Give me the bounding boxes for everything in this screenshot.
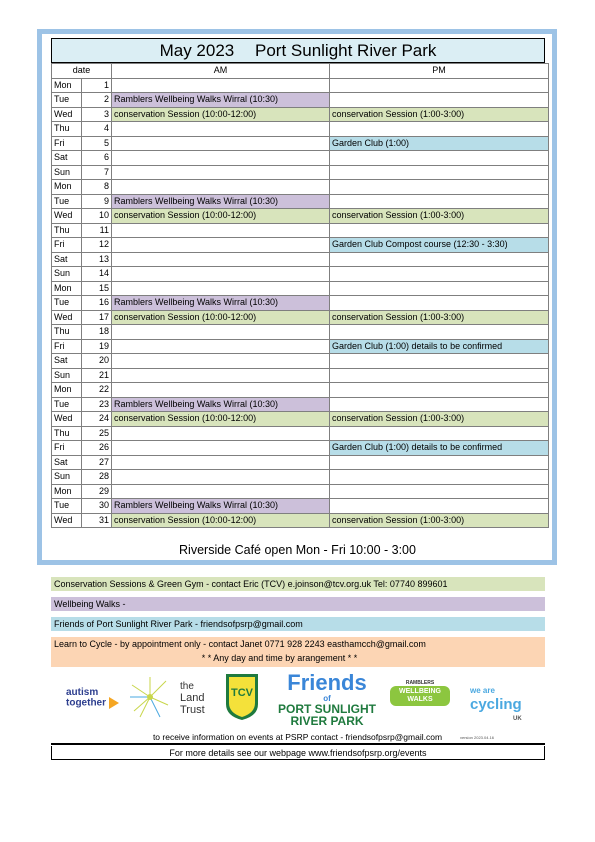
am-cell — [112, 122, 330, 137]
pm-cell: Garden Club (1:00) details to be confirmed — [330, 339, 549, 354]
day-cell: Mon — [52, 180, 82, 195]
pm-cell: conservation Session (1:00-3:00) — [330, 310, 549, 325]
day-cell: Sat — [52, 252, 82, 267]
calendar-row — [52, 426, 549, 441]
am-cell — [112, 354, 330, 369]
date-cell: 3 — [82, 107, 112, 122]
autism-logo-line1: autism — [66, 687, 99, 698]
day-cell: Fri — [52, 441, 82, 456]
ramblers-logo-badge — [390, 686, 450, 706]
date-cell: 14 — [82, 267, 112, 282]
contact-info: to receive information on events at PSRP contact - friendsofpsrp@gmail.com — [152, 732, 443, 742]
date-cell: 1 — [82, 78, 112, 93]
day-cell: Tue — [52, 499, 82, 514]
page-frame-left — [37, 29, 42, 564]
calendar-row — [52, 499, 549, 514]
pm-cell: Garden Club Compost course (12:30 - 3:30) — [330, 238, 549, 253]
title-month: May 2023 — [159, 41, 235, 60]
day-cell: Wed — [52, 412, 82, 427]
legend-cycle-text: Learn to Cycle - by appointment only - contact Janet 0771 928 2243 easthamcch@gmail.com — [54, 639, 426, 649]
calendar-row — [52, 151, 549, 166]
am-cell — [112, 136, 330, 151]
day-cell: Wed — [52, 310, 82, 325]
calendar-row — [52, 281, 549, 296]
date-cell: 29 — [82, 484, 112, 499]
date-cell: 15 — [82, 281, 112, 296]
date-cell: 16 — [82, 296, 112, 311]
date-cell: 11 — [82, 223, 112, 238]
legend-friends: Friends of Port Sunlight River Park - friendsofpsrp@gmail.com — [51, 617, 545, 631]
calendar-row — [52, 107, 549, 122]
am-cell: conservation Session (10:00-12:00) — [112, 310, 330, 325]
legend-cycle-note: * * Any day and time by arangement * * — [201, 653, 358, 663]
am-cell — [112, 383, 330, 398]
pm-cell — [330, 194, 549, 209]
date-cell: 10 — [82, 209, 112, 224]
version-label: version 2023.04.16 — [460, 735, 495, 740]
page-frame-top — [37, 29, 557, 34]
pm-cell — [330, 426, 549, 441]
day-cell: Mon — [52, 484, 82, 499]
landtrust-land: Land — [180, 692, 205, 704]
am-cell — [112, 267, 330, 282]
day-cell: Wed — [52, 107, 82, 122]
cycling-logo-word: cycling — [470, 696, 522, 713]
calendar-title — [51, 38, 545, 63]
date-cell: 17 — [82, 310, 112, 325]
am-cell — [112, 470, 330, 485]
calendar-row — [52, 325, 549, 340]
calendar-row — [52, 339, 549, 354]
pm-cell — [330, 354, 549, 369]
pm-cell — [330, 281, 549, 296]
ramblers-wellbeing-logo — [390, 680, 450, 706]
legend-conservation: Conservation Sessions & Green Gym - contact Eric (TCV) e.joinson@tcv.org.uk Tel: 07740 899601 — [51, 577, 545, 591]
date-cell: 18 — [82, 325, 112, 340]
header-date: date — [52, 64, 112, 79]
ramblers-logo-wellbeing: WELLBEING — [399, 688, 441, 695]
date-cell: 9 — [82, 194, 112, 209]
day-cell: Sun — [52, 267, 82, 282]
pm-cell — [330, 383, 549, 398]
date-cell: 21 — [82, 368, 112, 383]
date-cell: 27 — [82, 455, 112, 470]
pm-cell: conservation Session (1:00-3:00) — [330, 107, 549, 122]
calendar-row — [52, 252, 549, 267]
day-cell: Wed — [52, 513, 82, 528]
header-row — [52, 64, 549, 79]
landtrust-the: the — [180, 681, 194, 692]
date-cell: 23 — [82, 397, 112, 412]
day-cell: Mon — [52, 78, 82, 93]
autism-logo-line2: together — [66, 697, 106, 709]
day-cell: Tue — [52, 194, 82, 209]
pm-cell — [330, 296, 549, 311]
calendar-row — [52, 354, 549, 369]
calendar-row — [52, 136, 549, 151]
pm-cell — [330, 180, 549, 195]
cafe-hours: Riverside Café open Mon - Fri 10:00 - 3:00 — [179, 543, 416, 557]
am-cell — [112, 426, 330, 441]
day-cell: Mon — [52, 281, 82, 296]
date-cell: 25 — [82, 426, 112, 441]
pm-cell — [330, 499, 549, 514]
pm-cell — [330, 267, 549, 282]
am-cell — [112, 165, 330, 180]
pm-cell — [330, 78, 549, 93]
am-cell — [112, 252, 330, 267]
am-cell — [112, 223, 330, 238]
pm-cell — [330, 455, 549, 470]
ramblers-logo-walks: WALKS — [407, 696, 433, 703]
am-cell — [112, 180, 330, 195]
am-cell — [112, 238, 330, 253]
date-cell: 7 — [82, 165, 112, 180]
page-frame-right — [552, 29, 557, 564]
calendar-row — [52, 383, 549, 398]
cycling-uk-logo — [470, 684, 522, 726]
calendar-row — [52, 296, 549, 311]
day-cell: Thu — [52, 426, 82, 441]
cycling-logo-uk: UK — [513, 716, 522, 722]
pm-cell — [330, 252, 549, 267]
header-pm: PM — [330, 64, 549, 79]
date-cell: 4 — [82, 122, 112, 137]
legend-cycle — [51, 637, 545, 667]
sunburst-icon — [130, 675, 210, 719]
day-cell: Fri — [52, 136, 82, 151]
calendar-body — [52, 78, 549, 528]
pm-cell — [330, 397, 549, 412]
pm-cell — [330, 151, 549, 166]
calendar-row — [52, 165, 549, 180]
am-cell: conservation Session (10:00-12:00) — [112, 412, 330, 427]
friends-psrp-logo — [277, 672, 377, 727]
landtrust-trust: Trust — [180, 704, 205, 716]
date-cell: 28 — [82, 470, 112, 485]
date-cell: 19 — [82, 339, 112, 354]
footer-divider — [51, 743, 545, 745]
friends-logo-word: Friends — [287, 670, 367, 695]
tcv-logo — [224, 672, 260, 722]
pm-cell — [330, 368, 549, 383]
arrow-icon — [109, 697, 119, 709]
date-cell: 30 — [82, 499, 112, 514]
calendar-row — [52, 223, 549, 238]
header-am: AM — [112, 64, 330, 79]
date-cell: 6 — [82, 151, 112, 166]
day-cell: Sat — [52, 455, 82, 470]
sponsor-logos — [60, 670, 540, 730]
day-cell: Tue — [52, 397, 82, 412]
date-cell: 5 — [82, 136, 112, 151]
cycling-logo-we-are: we are — [470, 686, 495, 695]
friends-logo-of: of — [323, 694, 331, 703]
am-cell: conservation Session (10:00-12:00) — [112, 107, 330, 122]
am-cell — [112, 455, 330, 470]
day-cell: Tue — [52, 93, 82, 108]
pm-cell — [330, 325, 549, 340]
calendar-row — [52, 180, 549, 195]
am-cell — [112, 339, 330, 354]
calendar-row — [52, 209, 549, 224]
page-frame-bottom — [37, 560, 557, 565]
autism-together-logo — [66, 688, 119, 709]
friends-logo-port: PORT SUNLIGHT — [278, 702, 376, 716]
calendar-row — [52, 93, 549, 108]
calendar-row — [52, 470, 549, 485]
day-cell: Thu — [52, 223, 82, 238]
calendar-row — [52, 455, 549, 470]
pm-cell: Garden Club (1:00) details to be confirmed — [330, 441, 549, 456]
am-cell — [112, 151, 330, 166]
calendar-row — [52, 441, 549, 456]
day-cell: Thu — [52, 325, 82, 340]
tcv-text: TCV — [231, 687, 253, 699]
am-cell: Ramblers Wellbeing Walks Wirral (10:30) — [112, 194, 330, 209]
calendar-row — [52, 267, 549, 282]
am-cell — [112, 441, 330, 456]
calendar-row — [52, 78, 549, 93]
am-cell: Ramblers Wellbeing Walks Wirral (10:30) — [112, 296, 330, 311]
day-cell: Thu — [52, 122, 82, 137]
calendar-row — [52, 412, 549, 427]
am-cell: conservation Session (10:00-12:00) — [112, 513, 330, 528]
am-cell — [112, 78, 330, 93]
title-place: Port Sunlight River Park — [255, 41, 437, 60]
calendar-row — [52, 397, 549, 412]
calendar-row — [52, 484, 549, 499]
date-cell: 24 — [82, 412, 112, 427]
pm-cell — [330, 470, 549, 485]
am-cell: Ramblers Wellbeing Walks Wirral (10:30) — [112, 93, 330, 108]
land-trust-logo — [130, 675, 210, 719]
pm-cell: conservation Session (1:00-3:00) — [330, 209, 549, 224]
calendar-row — [52, 310, 549, 325]
day-cell: Sat — [52, 151, 82, 166]
date-cell: 8 — [82, 180, 112, 195]
calendar-row — [52, 368, 549, 383]
calendar-row — [52, 122, 549, 137]
day-cell: Sun — [52, 165, 82, 180]
day-cell: Sun — [52, 470, 82, 485]
calendar-row — [52, 238, 549, 253]
day-cell: Sat — [52, 354, 82, 369]
day-cell: Mon — [52, 383, 82, 398]
date-cell: 20 — [82, 354, 112, 369]
calendar-table — [51, 63, 549, 528]
am-cell — [112, 325, 330, 340]
pm-cell — [330, 484, 549, 499]
tcv-shield-icon — [224, 672, 260, 722]
date-cell: 12 — [82, 238, 112, 253]
am-cell: conservation Session (10:00-12:00) — [112, 209, 330, 224]
am-cell — [112, 281, 330, 296]
am-cell: Ramblers Wellbeing Walks Wirral (10:30) — [112, 499, 330, 514]
friends-logo-river: RIVER PARK — [290, 714, 364, 728]
pm-cell — [330, 223, 549, 238]
calendar — [51, 38, 545, 528]
day-cell: Fri — [52, 339, 82, 354]
pm-cell — [330, 122, 549, 137]
day-cell: Tue — [52, 296, 82, 311]
legend-walks: Wellbeing Walks - — [51, 597, 545, 611]
pm-cell: conservation Session (1:00-3:00) — [330, 513, 549, 528]
date-cell: 31 — [82, 513, 112, 528]
calendar-row — [52, 513, 549, 528]
footer-webpage: For more details see our webpage www.friendsofpsrp.org/events — [51, 746, 545, 760]
day-cell: Fri — [52, 238, 82, 253]
am-cell — [112, 368, 330, 383]
calendar-row — [52, 194, 549, 209]
ramblers-logo-name: RAMBLERS — [405, 680, 435, 686]
day-cell: Sun — [52, 368, 82, 383]
pm-cell: Garden Club (1:00) — [330, 136, 549, 151]
pm-cell — [330, 165, 549, 180]
date-cell: 2 — [82, 93, 112, 108]
date-cell: 26 — [82, 441, 112, 456]
date-cell: 13 — [82, 252, 112, 267]
am-cell: Ramblers Wellbeing Walks Wirral (10:30) — [112, 397, 330, 412]
pm-cell: conservation Session (1:00-3:00) — [330, 412, 549, 427]
date-cell: 22 — [82, 383, 112, 398]
pm-cell — [330, 93, 549, 108]
day-cell: Wed — [52, 209, 82, 224]
am-cell — [112, 484, 330, 499]
